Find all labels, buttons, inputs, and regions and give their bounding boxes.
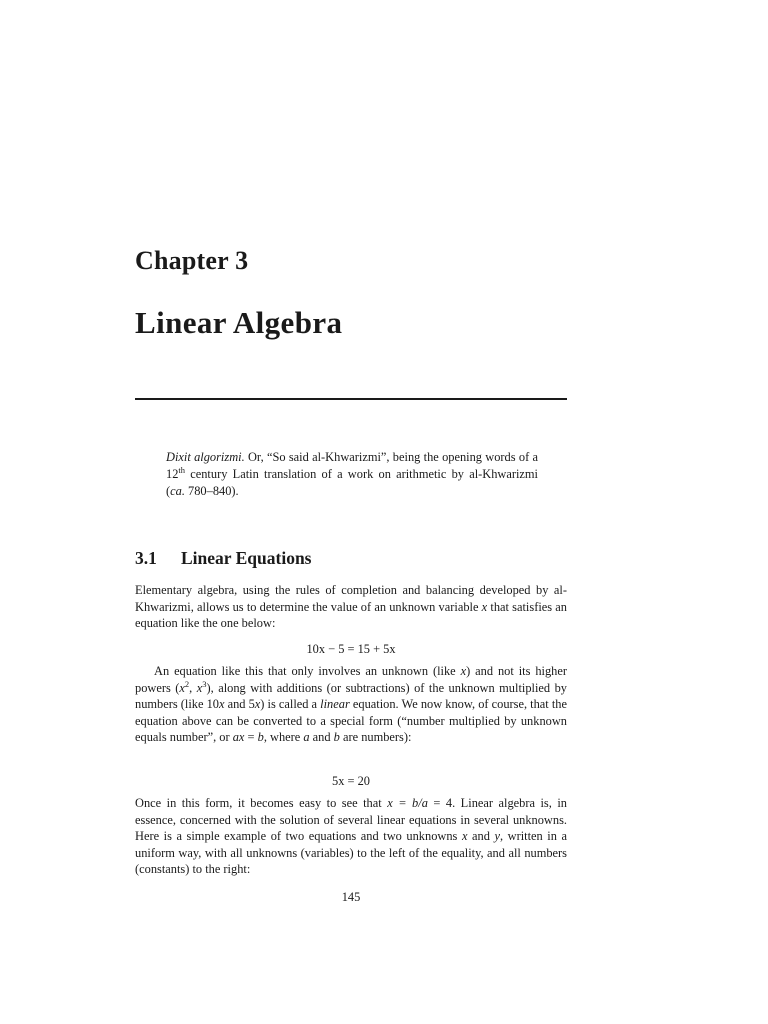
section-heading (135, 548, 311, 569)
text-run: Once in this form, it becomes easy to see that (135, 796, 388, 810)
epigraph-circa: ca. (170, 484, 185, 498)
text-run: , written in a uniform way, with all unknowns (variables) to the left of the equality, and all numbers (constants) to the right: (135, 829, 568, 877)
text-run: and (467, 829, 495, 844)
math-var: x (460, 664, 467, 678)
chapter-title: Linear Algebra (135, 305, 343, 340)
text-run: ) is called a (260, 697, 321, 712)
math-exponent: 3 (202, 678, 207, 689)
paragraph (135, 663, 567, 746)
epigraph-superscript: th (178, 464, 186, 475)
text-run: are numbers): (339, 730, 412, 745)
math-var: x (196, 680, 203, 695)
math-var: a (303, 730, 310, 745)
text-run: ), along with additions (or subtractions) of the unknown multiplied by numbers (like 10 (135, 680, 567, 712)
epigraph-text: Or, “So said al-Khwarizmi”, being the opening words of a 12 (166, 450, 538, 481)
epigraph-text: 780–840). (184, 484, 239, 498)
text-run: An equation like this that only involves an unknown (like (154, 664, 461, 678)
epigraph (166, 449, 538, 500)
text-run: = 4. Linear algebra is, in essence, concerned with the solution of several linear equations in several unknowns. Here is a simple example of two equations and two unknowns (135, 796, 567, 844)
paragraph (135, 582, 567, 632)
text-run: that satisfies an equation like the one below: (135, 599, 567, 631)
page-number: 145 (341, 890, 361, 904)
math-var: ax (232, 730, 245, 745)
math-var: x (461, 829, 468, 844)
math-var: b (333, 730, 340, 745)
math-var: x (218, 697, 225, 712)
math-formula: x = b/a (387, 796, 428, 810)
section-number: 3.1 (135, 548, 157, 568)
chapter-rule (135, 398, 567, 400)
text-run: , where (263, 730, 304, 745)
text-run: = (244, 730, 258, 745)
text-run: , (189, 680, 197, 695)
epigraph-latin: Dixit algorizmi. (166, 450, 245, 464)
equation: 5x = 20 (332, 774, 370, 788)
chapter-label: Chapter 3 (135, 246, 249, 275)
text-run: Elementary algebra, using the rules of completion and balancing developed by al-Khwarizmi, allows us to determine the value of an unknown variable (135, 583, 567, 614)
text-run: and 5 (224, 697, 255, 712)
paragraph (135, 795, 567, 878)
section-title: Linear Equations (181, 548, 312, 568)
equation: 10x − 5 = 15 + 5x (306, 642, 396, 656)
epigraph-text: century Latin translation of a work on arithmetic by al-Khwarizmi ( (166, 467, 538, 498)
text-run: equation. We now know, of course, that the equation above can be converted to a special form (“number multiplied by unknown equals number”, or (135, 697, 567, 745)
math-var: x (481, 599, 488, 614)
math-var: x (254, 697, 261, 712)
math-exponent: 2 (184, 678, 190, 689)
math-var: y (494, 829, 500, 844)
emphasis: linear (320, 697, 350, 712)
text-run: and (309, 730, 334, 745)
math-var: b (257, 730, 264, 745)
text-run: ) and not its higher powers ( (135, 664, 567, 695)
math-var: x (179, 680, 185, 695)
